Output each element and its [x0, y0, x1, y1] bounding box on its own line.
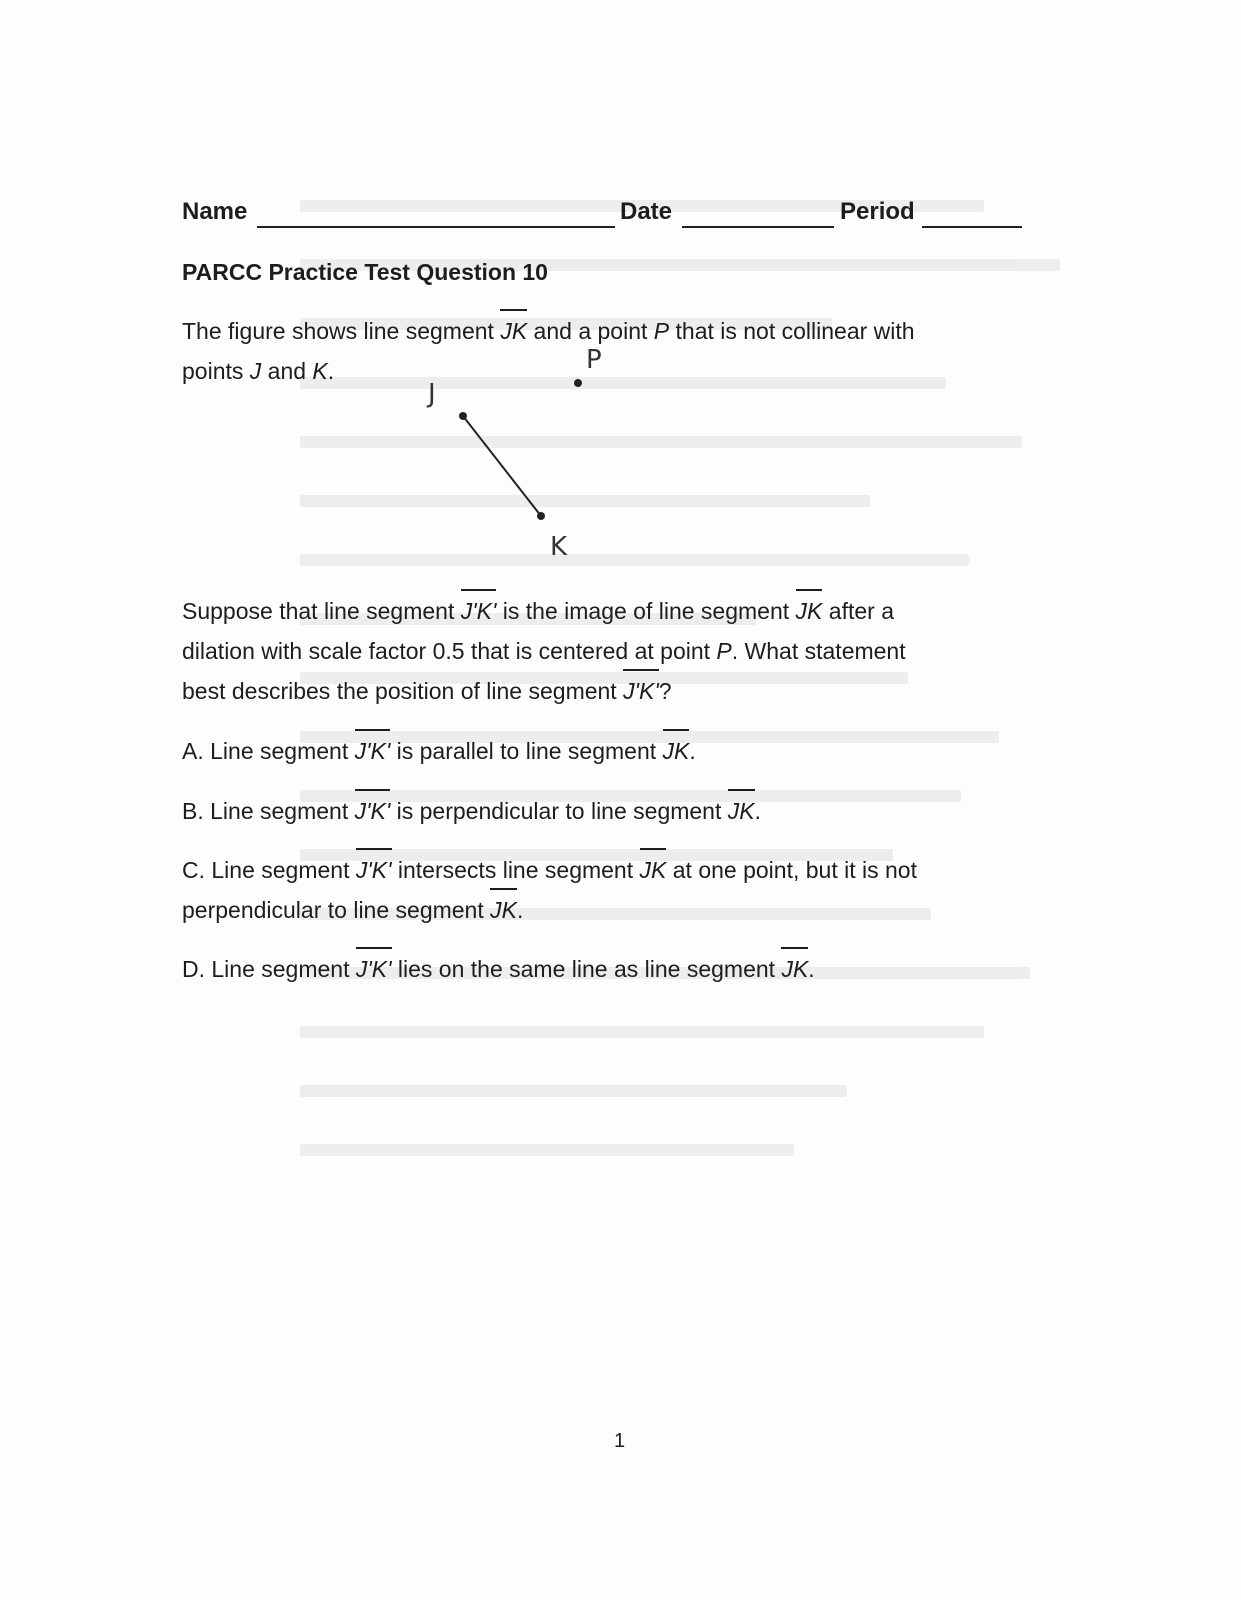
question-title: PARCC Practice Test Question 10 [182, 259, 548, 285]
segment-jk: JK [796, 591, 823, 631]
segment-jk: JK [663, 731, 690, 771]
option-c[interactable]: C. Line segment J'K' intersects line segment JK at one point, but it is not [182, 850, 917, 890]
option-b[interactable]: B. Line segment J'K' is perpendicular to line segment JK. [182, 791, 761, 831]
figure-drawing [420, 340, 660, 570]
name-blank[interactable] [257, 226, 615, 228]
segment-jk: JK [781, 949, 808, 989]
label-j: J [428, 379, 436, 409]
segment-figure [420, 340, 660, 570]
segment-jk: JK [490, 890, 517, 930]
point-p [574, 379, 582, 387]
label-k: K [550, 532, 568, 562]
segment-jk: JK [640, 850, 667, 890]
segment-jk-prime: J'K' [355, 791, 391, 831]
segment-jk: JK [728, 791, 755, 831]
date-blank[interactable] [682, 226, 834, 228]
segment-jk-prime: J'K' [461, 591, 497, 631]
question-line-1: Suppose that line segment J'K' is the image of line segment JK after a [182, 591, 894, 631]
period-blank[interactable] [922, 226, 1022, 228]
header-row [182, 198, 1042, 232]
question-line-3: best describes the position of line segment J'K'? [182, 671, 672, 711]
segment-jk-prime: J'K' [623, 671, 659, 711]
segment-jk-prime: J'K' [356, 850, 392, 890]
option-a[interactable]: A. Line segment J'K' is parallel to line segment JK. [182, 731, 696, 771]
page-number: 1 [614, 1430, 626, 1452]
point-j [459, 412, 467, 420]
segment-jk-line [463, 416, 541, 516]
label-p: P [586, 345, 602, 375]
option-d[interactable]: D. Line segment J'K' lies on the same line as line segment JK. [182, 949, 815, 989]
segment-jk-prime: J'K' [355, 731, 391, 771]
point-k [537, 512, 545, 520]
prompt-line-1: The figure shows line segment JK and a point P that is not collinear with [182, 311, 915, 351]
segment-jk-prime: J'K' [356, 949, 392, 989]
date-label: Date [620, 198, 673, 225]
prompt-line-2: points J and K. [182, 358, 335, 384]
option-c-line-2[interactable]: perpendicular to line segment JK. [182, 890, 523, 930]
period-label: Period [840, 198, 915, 225]
segment-jk: JK [500, 311, 527, 351]
question-line-2: dilation with scale factor 0.5 that is centered at point P. What statement [182, 638, 906, 664]
name-label: Name [182, 198, 248, 225]
